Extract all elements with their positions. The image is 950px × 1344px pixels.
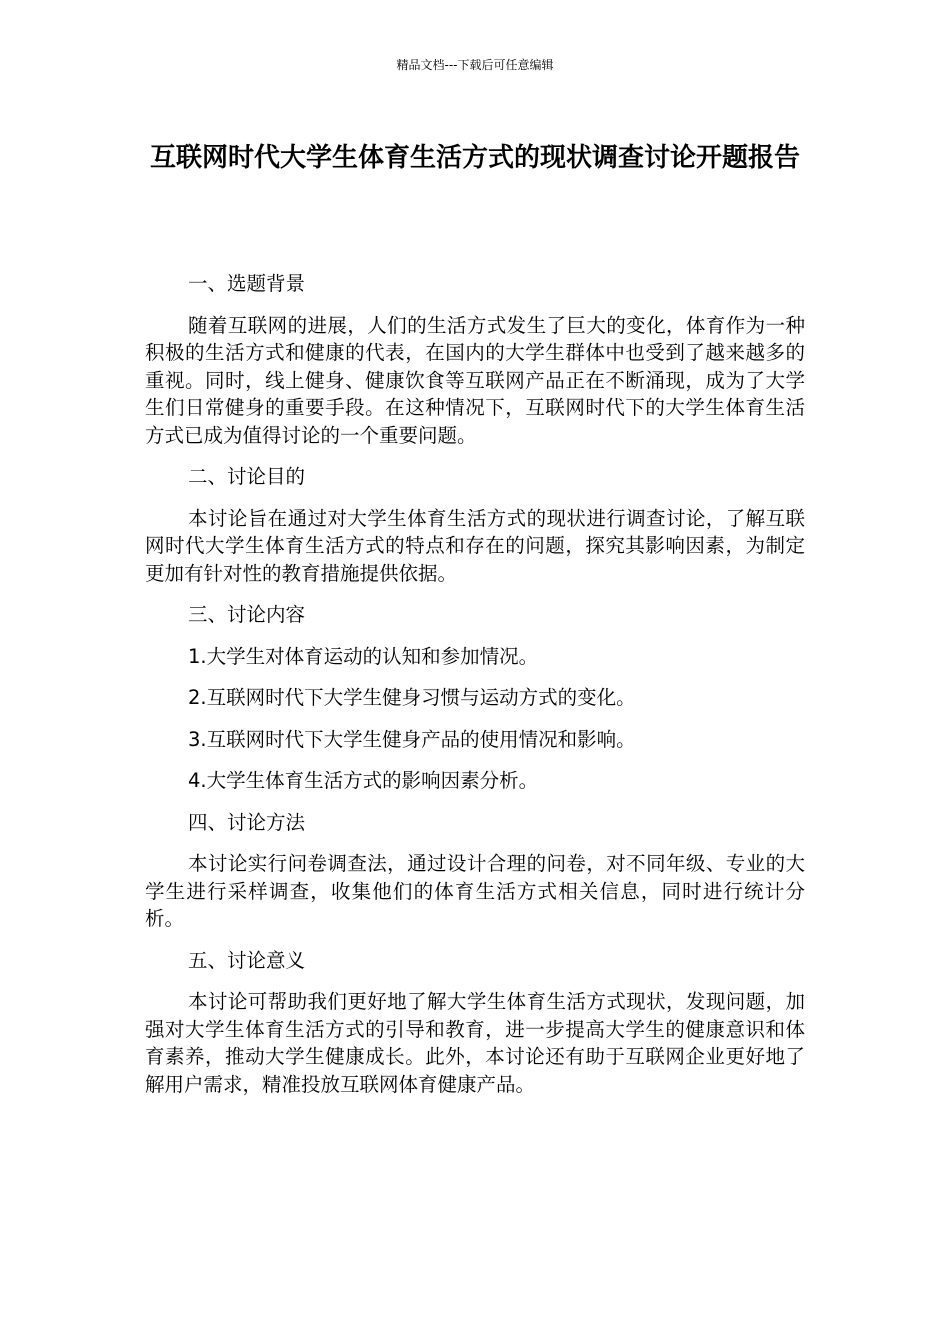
section-heading-content: 三、讨论内容 bbox=[188, 603, 306, 626]
section-heading-background: 一、选题背景 bbox=[188, 272, 306, 295]
section-paragraph-purpose: 本讨论旨在通过对大学生体育生活方式的现状进行调查讨论，了解互联网时代大学生体育生活方式的特点和存在的问题，探究其影响因素，为制定更加有针对性的教育措施提供依据。 bbox=[145, 506, 805, 585]
section-heading-method: 四、讨论方法 bbox=[188, 810, 306, 834]
content-list-item: 3.互联网时代下大学生健身产品的使用情况和影响。 bbox=[188, 727, 636, 751]
section-paragraph-significance: 本讨论可帮助我们更好地了解大学生体育生活方式现状，发现问题，加强对大学生体育生活方式的引导和教育，进一步提高大学生的健康意识和体育素养，推动大学生健康成长。此外，本讨论还有助于互联网企业更好地了解用户需求，精准投放互联网体育健康产品。 bbox=[145, 990, 805, 1096]
section-heading-significance: 五、讨论意义 bbox=[188, 948, 306, 972]
section-paragraph-method: 本讨论实行问卷调查法，通过设计合理的问卷，对不同年级、专业的大学生进行采样调查，收集他们的体育生活方式相关信息，同时进行统计分析。 bbox=[145, 852, 805, 930]
document-body bbox=[145, 270, 805, 1112]
document-title: 互联网时代大学生体育生活方式的现状调查讨论开题报告 bbox=[149, 143, 800, 173]
content-list-item: 4.大学生体育生活方式的影响因素分析。 bbox=[188, 769, 539, 792]
content-list-item: 2.互联网时代下大学生健身习惯与运动方式的变化。 bbox=[188, 686, 636, 709]
section-heading-purpose: 二、讨论目的 bbox=[188, 465, 306, 488]
header-note: 精品文档---下载后可任意编辑 bbox=[396, 58, 554, 72]
section-paragraph-background: 随着互联网的进展，人们的生活方式发生了巨大的变化，体育作为一种积极的生活方式和健康的代表，在国内的大学生群体中也受到了越来越多的重视。同时，线上健身、健康饮食等互联网产品正在不断涌现，成为了大学生们日常健身的重要手段。在这种情况下，互联网时代下的大学生体育生活方式已成为值得讨论的一个重要问题。 bbox=[145, 313, 805, 447]
content-list-item: 1.大学生对体育运动的认知和参加情况。 bbox=[188, 644, 539, 668]
